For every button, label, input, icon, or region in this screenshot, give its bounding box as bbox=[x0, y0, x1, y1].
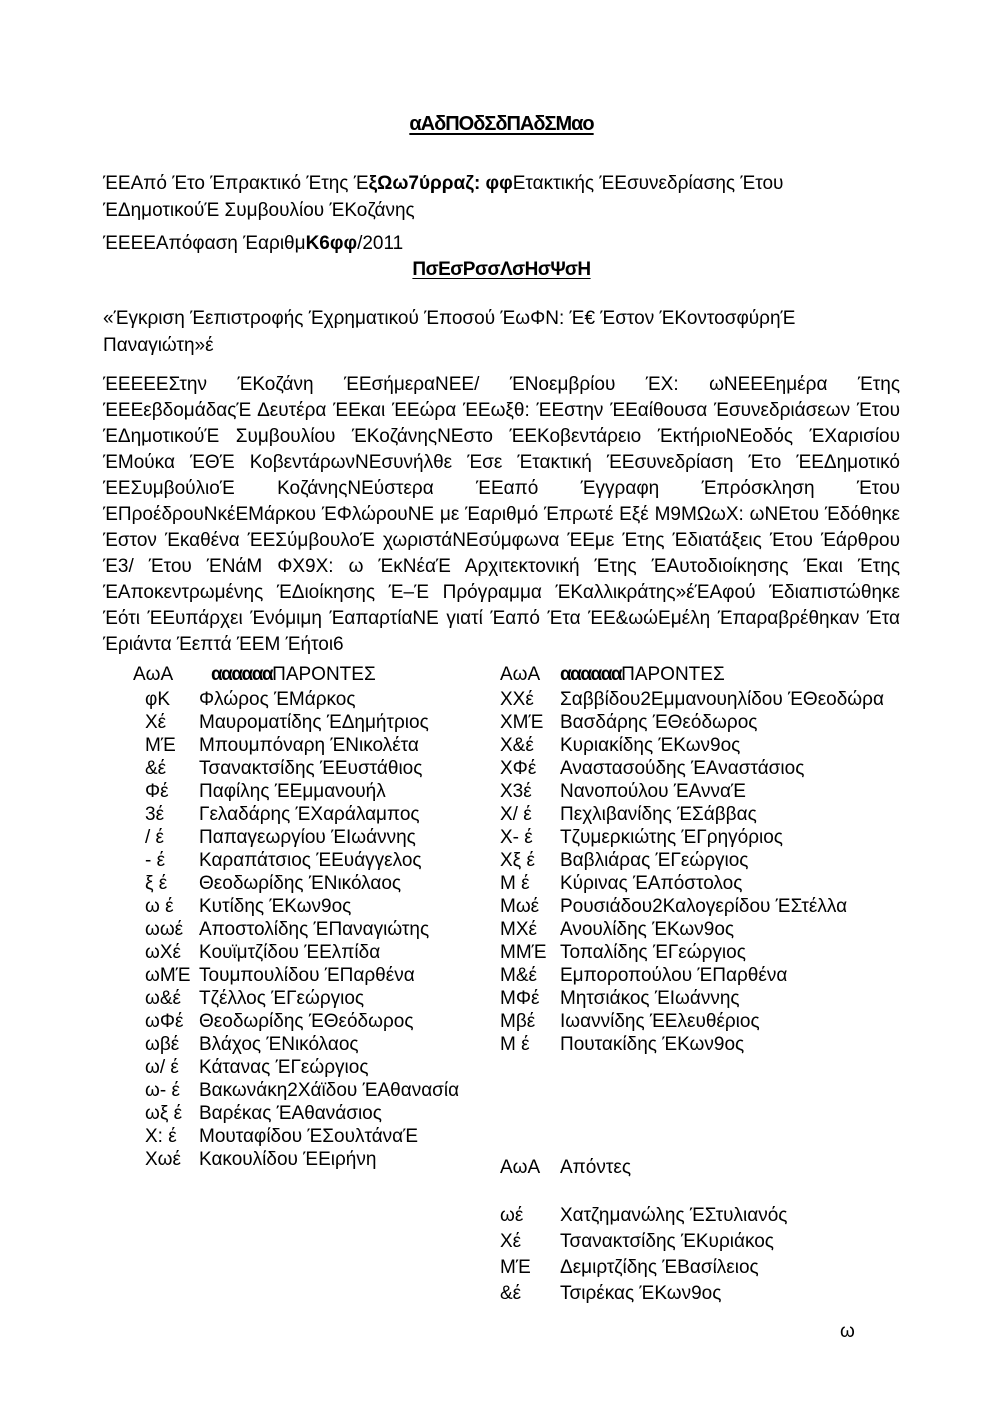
member-number: Χ3έ bbox=[500, 781, 532, 802]
header-number-label: ΑωΑ bbox=[133, 664, 174, 685]
member-number: 3έ bbox=[145, 804, 165, 825]
member-row bbox=[133, 780, 500, 803]
member-number: φΚ bbox=[145, 689, 170, 710]
member-name: Ιωαννίδης ΈΕλευθέριος bbox=[560, 1011, 760, 1032]
member-name: Κυριακίδης ΈΚων9ος bbox=[560, 735, 741, 756]
attendance-lists bbox=[103, 662, 900, 1307]
member-row bbox=[133, 872, 500, 895]
header-number-label: ΑωΑ bbox=[500, 664, 541, 685]
member-name: Βασδάρης ΈΘεόδωρος bbox=[560, 712, 758, 733]
member-row bbox=[133, 711, 500, 734]
member-name: Μητσιάκος ΈΙωάννης bbox=[560, 988, 740, 1009]
member-row bbox=[133, 895, 500, 918]
member-row bbox=[133, 941, 500, 964]
present-right-header bbox=[500, 662, 900, 688]
present-label: ΠΑΡΟΝΤΕΣ bbox=[621, 664, 725, 685]
member-number: ΜΈ bbox=[500, 1257, 531, 1278]
member-number: &έ bbox=[500, 1283, 522, 1304]
member-number: Μ&έ bbox=[500, 965, 537, 986]
member-name: Μαυροματίδης ΈΔημήτριος bbox=[199, 712, 429, 733]
member-name: Παφίλης ΈΕμμανουήλ bbox=[199, 781, 386, 802]
member-row bbox=[133, 1010, 500, 1033]
member-row bbox=[133, 688, 500, 711]
member-number: ω/ έ bbox=[145, 1057, 179, 1078]
member-row bbox=[133, 964, 500, 987]
decision-year: /2011 bbox=[357, 233, 404, 254]
member-name: Βαρέκας ΈΑθανάσιος bbox=[199, 1103, 382, 1124]
member-name: Βαβλιάρας ΈΓεώργιος bbox=[560, 850, 749, 871]
member-name: Ρουσιάδου2Καλογερίδου ΈΣτέλλα bbox=[560, 896, 848, 917]
member-number: ΜΧέ bbox=[500, 919, 537, 940]
member-number: ΜΈ bbox=[145, 735, 176, 756]
header-number-label: ΑωΑ bbox=[500, 1157, 541, 1178]
member-number: ΧΦέ bbox=[500, 758, 537, 779]
member-number: Μ έ bbox=[500, 873, 530, 894]
member-row bbox=[500, 757, 900, 780]
member-row bbox=[133, 1148, 500, 1171]
member-name: Κακουλίδου ΈΕιρήνη bbox=[199, 1149, 377, 1170]
intro-text-post: Ετακτικής ΈΕσυνεδρίασης Έτου ΈΔημοτικούΈ Συμβουλίου ΈΚοζάνης bbox=[103, 173, 784, 221]
absent-rows bbox=[500, 1203, 900, 1307]
member-number: Χ: έ bbox=[145, 1126, 177, 1147]
member-number: ΧΜΈ bbox=[500, 712, 544, 733]
member-row bbox=[500, 1281, 900, 1307]
member-number: Χέ bbox=[500, 1231, 522, 1252]
member-number: Χ/ έ bbox=[500, 804, 532, 825]
member-number: / έ bbox=[145, 827, 165, 848]
member-name: Παπαγεωργίου ΈΙωάννης bbox=[199, 827, 416, 848]
member-number: Μβέ bbox=[500, 1011, 536, 1032]
member-name: Τζέλλος ΈΓεώργιος bbox=[199, 988, 365, 1009]
decision-number: Κ6φφ bbox=[305, 233, 358, 254]
member-name: Τοπαλίδης ΈΓεώργιος bbox=[560, 942, 746, 963]
decision-number-line bbox=[103, 230, 900, 257]
member-row bbox=[500, 941, 900, 964]
member-number: Φέ bbox=[145, 781, 169, 802]
member-row bbox=[500, 1229, 900, 1255]
member-number: Χ&έ bbox=[500, 735, 534, 756]
member-number: ωέ bbox=[500, 1205, 524, 1226]
subject-paragraph: «Έγκριση Έεπιστροφής Έχρηματικού Έποσού ΈωΦΝ: Έ€ Έστον ΈΚοντοσφύρηΈ Παναγιώτη»έ bbox=[103, 308, 796, 356]
member-row bbox=[133, 803, 500, 826]
member-row bbox=[133, 734, 500, 757]
present-header-label bbox=[211, 662, 376, 688]
member-number: Χξ έ bbox=[500, 850, 535, 871]
member-row bbox=[133, 1079, 500, 1102]
member-number: ωΦέ bbox=[145, 1011, 184, 1032]
member-number: ωβέ bbox=[145, 1034, 180, 1055]
member-row bbox=[500, 734, 900, 757]
member-row bbox=[500, 964, 900, 987]
member-number: ωΜΈ bbox=[145, 965, 191, 986]
present-header-label bbox=[560, 662, 725, 688]
member-row bbox=[133, 987, 500, 1010]
intro-text-pre: ΈΕΑπό Έτο Έπρακτικό Έτης Έ bbox=[103, 173, 369, 194]
page-number: ω bbox=[840, 1321, 855, 1342]
member-name: Μπουμπόναρη ΈΝικολέτα bbox=[199, 735, 419, 756]
document-title: αΑδΠΟδΣδΠΑδΣΜαο bbox=[409, 113, 594, 135]
member-number: ω- έ bbox=[145, 1080, 180, 1101]
present-left-header bbox=[133, 662, 500, 688]
member-name: Νανοπούλου ΈΑνναΈ bbox=[560, 781, 746, 802]
member-name: Πεχλιβανίδης ΈΣάββας bbox=[560, 804, 757, 825]
member-row bbox=[133, 1125, 500, 1148]
member-row bbox=[500, 780, 900, 803]
body-paragraph: ΈΕΕΕΕΣτην ΈΚοζάνη ΈΕσήμεραΝΕΕ/ ΈΝοεμβρίου ΈΧ: ωΝΕΕΕημέρα Έτης ΈΕΕεβδομάδαςΈ Δευτέρα ΈΕκαι ΈΕώρα ΈΕωξθ: ΈΕστην ΈΕαίθουσα Έσυνεδριάσεων Έτου ΈΔημοτικούΈ Συμβουλίου ΈΚοζάνηςΝΕστο ΈΕΚοβεντάρειο ΈκτήριοΝΕοδός ΈΧαρισίου ΈΜούκα ΈΘΈ ΚοβεντάρωνΝΕσυνήλθε Έσε Έτακτική ΈΕσυνεδρίαση Έτο ΈΕΔημοτικό ΈΕΣυμβούλιοΈ ΚοζάνηςΝΕύστερα ΈΕαπό Έγγραφη Έπρόσκληση Έτου ΈΠροέδρουΝκέΕΜάρκου ΈΦλώρουΝΕ με Έαριθμό Έπρωτέ Εξέ Μ9ΜΩωΧ: ωΝΕτου Έδόθηκε Έστον Έκαθένα ΈΕΣύμβουλοΈ χωριστάΝΕσύμφωνα ΈΕμε Έτης Έδιατάξεις Έτου Έάρθρου Έ3/ Έτου ΈΝάΜ ΦΧ9Χ: ω ΈκΝέαΈ Αρχιτεκτονική Έτης ΈΑυτοδιοίκησης Έκαι Έτης ΈΑποκεντρωμένης ΈΔιοίκησης Έ–Έ Πρόγραμμα ΈΚαλλικράτης»έΈΑφού Έδιαπιστώθηκε Έότι ΈΕυπάρχει Ένόμιμη ΈαπαρτίαΝΕ γιατί Έαπό Έτα ΈΕ&ωώΕμέλη Έπαραβρέθηκαν Έτα Έριάντα Έεπτά ΈΕΜ Έήτοι6 bbox=[103, 374, 900, 655]
member-row bbox=[133, 918, 500, 941]
member-row bbox=[133, 757, 500, 780]
member-name: Θεοδωρίδης ΈΘεόδωρος bbox=[199, 1011, 414, 1032]
member-name: Καραπάτσιος ΈΕυάγγελος bbox=[199, 850, 422, 871]
intro-paragraph bbox=[103, 170, 900, 224]
member-name: Αποστολίδης ΈΠαναγιώτης bbox=[199, 919, 430, 940]
member-number: ωωέ bbox=[145, 919, 184, 940]
summary-heading: ΠσΕσΡσσΛσΗσΨσΗ bbox=[412, 259, 591, 280]
member-number: ΜΜΈ bbox=[500, 942, 547, 963]
member-name: Βλάχος ΈΝικόλαος bbox=[199, 1034, 359, 1055]
member-name: Πουτακίδης ΈΚων9ος bbox=[560, 1034, 745, 1055]
member-name: Τσανακτσίδης ΈΕυστάθιος bbox=[199, 758, 423, 779]
present-right-rows bbox=[500, 688, 900, 1056]
member-number: - έ bbox=[145, 850, 166, 871]
member-name: Δεμιρτζίδης ΈΒασίλειος bbox=[560, 1257, 759, 1278]
member-row bbox=[500, 1255, 900, 1281]
member-name: Κάτανας ΈΓεώργιος bbox=[199, 1057, 369, 1078]
member-number: ωΧέ bbox=[145, 942, 181, 963]
member-row bbox=[133, 849, 500, 872]
header-garbled-prefix: αααααα bbox=[211, 664, 273, 685]
present-label: ΠΑΡΟΝΤΕΣ bbox=[272, 664, 376, 685]
member-row bbox=[500, 688, 900, 711]
member-number: Μωέ bbox=[500, 896, 540, 917]
member-name: Τζυμερκιώτης ΈΓρηγόριος bbox=[560, 827, 783, 848]
member-number: ωξ έ bbox=[145, 1103, 183, 1124]
member-name: Φλώρος ΈΜάρκος bbox=[199, 689, 356, 710]
member-name: Γελαδάρης ΈΧαράλαμπος bbox=[199, 804, 420, 825]
member-number: ΧΧέ bbox=[500, 689, 534, 710]
member-name: Μουταφίδου ΈΣουλτάναΈ bbox=[199, 1126, 419, 1147]
present-column-right bbox=[500, 662, 900, 1307]
member-name: Θεοδωρίδης ΈΝικόλαος bbox=[199, 873, 402, 894]
member-number: &έ bbox=[145, 758, 167, 779]
member-row bbox=[133, 1102, 500, 1125]
member-number: ω έ bbox=[145, 896, 174, 917]
member-name: Ανουλίδης ΈΚων9ος bbox=[560, 919, 735, 940]
member-name: Βακωνάκη2Χάϊδου ΈΑθανασία bbox=[199, 1080, 460, 1101]
member-number: ΜΦέ bbox=[500, 988, 540, 1009]
member-name: Τσιρέκας ΈΚων9ος bbox=[560, 1283, 722, 1304]
member-number: Χέ bbox=[145, 712, 167, 733]
member-name: Κυτίδης ΈΚων9ος bbox=[199, 896, 352, 917]
present-left-rows bbox=[133, 688, 500, 1171]
member-name: Χατζημανώλης ΈΣτυλιανός bbox=[560, 1205, 788, 1226]
member-row bbox=[500, 987, 900, 1010]
member-name: Κουϊμτζίδου ΈΕλπίδα bbox=[199, 942, 381, 963]
decision-text-pre: ΈΕΕΕΑπόφαση Έαριθμ bbox=[103, 233, 306, 254]
member-row bbox=[500, 849, 900, 872]
member-name: Τουμπουλίδου ΈΠαρθένα bbox=[199, 965, 415, 986]
member-number: ξ έ bbox=[145, 873, 168, 894]
member-row bbox=[500, 895, 900, 918]
member-number: Χωέ bbox=[145, 1149, 181, 1170]
member-name: Εμποροπούλου ΈΠαρθένα bbox=[560, 965, 788, 986]
session-reference: ξΩω7ύρραζ: φφ bbox=[368, 173, 513, 194]
member-row bbox=[500, 1033, 900, 1056]
present-column-left bbox=[103, 662, 500, 1307]
member-row bbox=[500, 1203, 900, 1229]
absent-header bbox=[500, 1155, 900, 1181]
member-row bbox=[133, 826, 500, 849]
member-row bbox=[500, 803, 900, 826]
absent-label: Απόντες bbox=[560, 1157, 631, 1178]
member-name: Αναστασούδης ΈΑναστάσιος bbox=[560, 758, 805, 779]
member-row bbox=[500, 872, 900, 895]
member-number: Μ έ bbox=[500, 1034, 530, 1055]
header-garbled-prefix: αααααα bbox=[560, 664, 622, 685]
member-row bbox=[133, 1033, 500, 1056]
member-name: Σαββίδου2Εμμανουηλίδου ΈΘεοδώρα bbox=[560, 689, 884, 710]
member-row bbox=[500, 826, 900, 849]
member-number: ω&έ bbox=[145, 988, 181, 1009]
member-number: Χ- έ bbox=[500, 827, 533, 848]
member-row bbox=[133, 1056, 500, 1079]
member-name: Τσανακτσίδης ΈΚυριάκος bbox=[560, 1231, 774, 1252]
member-name: Κύρινας ΈΑπόστολος bbox=[560, 873, 743, 894]
member-row bbox=[500, 711, 900, 734]
absent-section bbox=[500, 1155, 900, 1307]
member-row bbox=[500, 1010, 900, 1033]
member-row bbox=[500, 918, 900, 941]
